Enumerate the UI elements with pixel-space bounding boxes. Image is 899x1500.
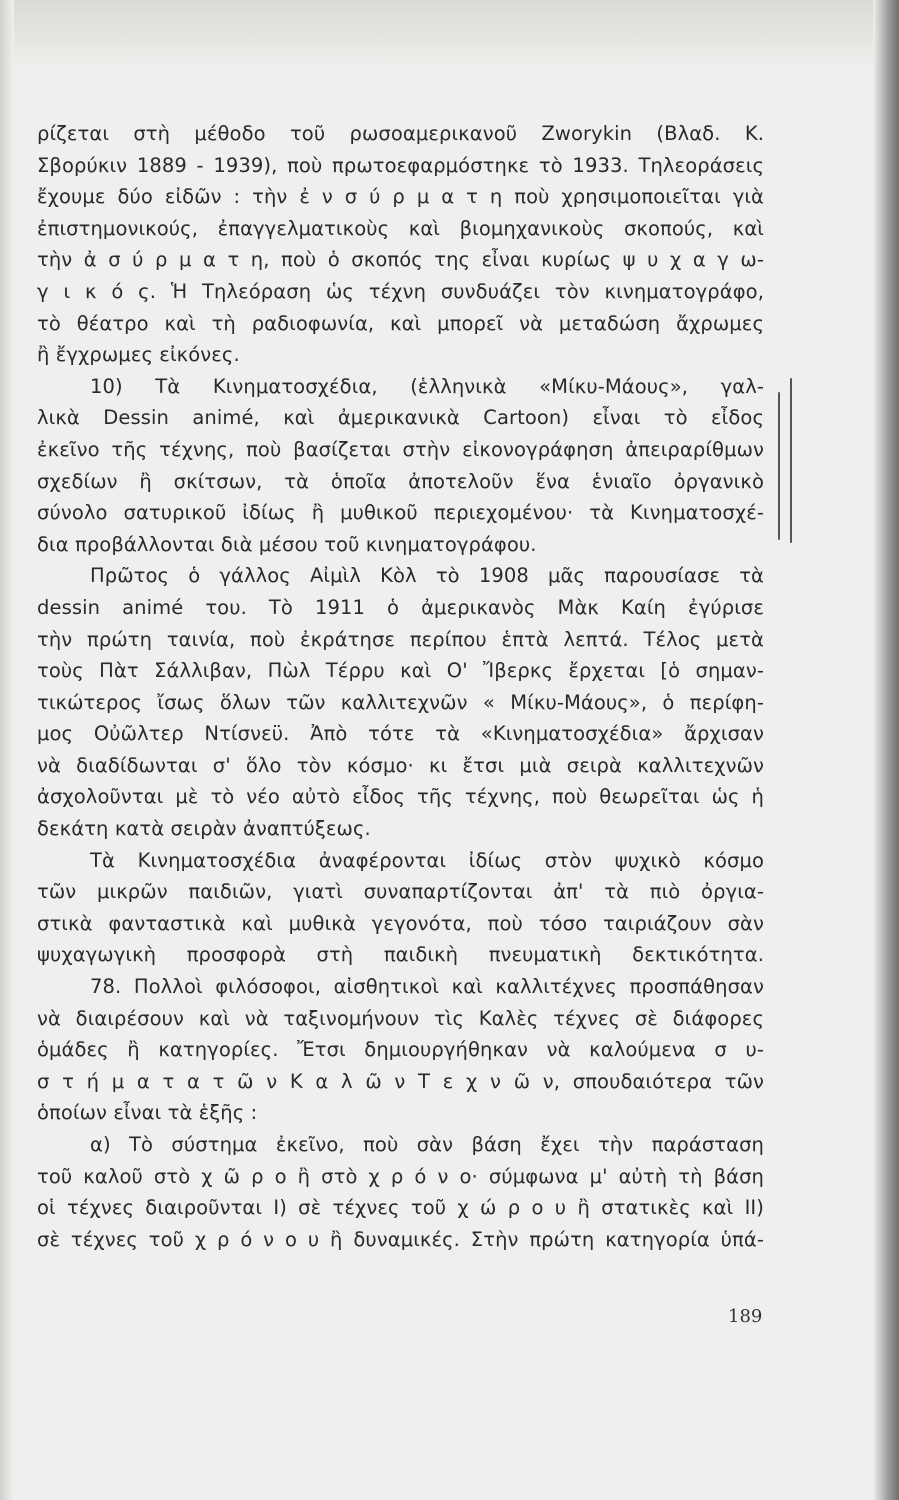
text-line: ἔχουμε δύο εἰδῶν : τὴν ἐ ν σ ύ ρ μ α τ η ποὺ χρησιμοποιεῖται γιὰ <box>37 185 764 209</box>
text-line: 10) Τὰ Κινηματοσχέδια, (ἑλληνικὰ «Μίκυ-Μάους», γαλ- <box>90 374 764 398</box>
text-line: σὲ τέχνες τοῦ χ ρ ό ν ο υ ἢ δυναμικές. Στὴν πρώτη κατηγορία ὑπά- <box>37 1227 764 1251</box>
text-line: τοὺς Πὰτ Σάλλιβαν, Πὼλ Τέρρυ καὶ Ο' Ἴβερκς ἔρχεται [ὁ σημαν- <box>37 659 764 683</box>
text-line: ὁμάδες ἢ κατηγορίες. Ἔτσι δημιουργήθηκαν νὰ καλούμενα σ υ- <box>37 1038 764 1062</box>
text-line: μος Οὐῶλτερ Ντίσνεϋ. Ἀπὸ τότε τὰ «Κινηματοσχέδια» ἄρχισαν <box>37 722 764 746</box>
text-line: γ ι κ ό ς. Ἡ Τηλεόραση ὡς τέχνη συνδυάζει τὸν κινηματογράφο, <box>37 279 764 303</box>
text-line: τὴν ἀ σ ύ ρ μ α τ η, ποὺ ὁ σκοπός της εἶναι κυρίως ψ υ χ α γ ω- <box>37 248 764 272</box>
page-body-text <box>37 118 764 1255</box>
text-line: τοῦ καλοῦ στὸ χ ῶ ρ ο ἢ στὸ χ ρ ό ν ο· σύμφωνα μ' αὐτὴ τὴ βάση <box>37 1164 764 1188</box>
text-line: δια προβάλλονται διὰ μέσου τοῦ κινηματογράφου. <box>37 532 537 556</box>
text-line: ἢ ἔγχρωμες εἰκόνες. <box>37 343 240 367</box>
text-line: α) Τὸ σύστημα ἐκεῖνο, ποὺ σὰν βάση ἔχει τὴν παράσταση <box>90 1133 764 1156</box>
text-line: Πρῶτος ὁ γάλλος Αἰμὶλ Κὸλ τὸ 1908 μᾶς παρουσίασε τὰ <box>90 564 764 588</box>
scan-shadow-right <box>873 0 899 1500</box>
text-line: οἱ τέχνες διαιροῦνται I) σὲ τέχνες τοῦ χ ώ ρ ο υ ἢ στατικὲς καὶ II) <box>37 1196 764 1220</box>
text-line: Τὰ Κινηματοσχέδια ἀναφέρονται ἰδίως στὸν ψυχικὸ κόσμο <box>90 848 764 872</box>
text-line: τὸ θέατρο καὶ τὴ ραδιοφωνία, καὶ μπορεῖ νὰ μεταδώση ἄχρωμες <box>37 311 764 335</box>
text-line: ρίζεται στὴ μέθοδο τοῦ ρωσοαμερικανοῦ Zworykin (Βλαδ. Κ. <box>37 122 764 145</box>
text-line: νὰ διαιρέσουν καὶ νὰ ταξινομήνουν τὶς Καλὲς τέχνες σὲ διάφορες <box>37 1006 764 1030</box>
text-line: τῶν μικρῶν παιδιῶν, γιατὶ συναπαρτίζονται ἀπ' τὰ πιὸ ὀργια- <box>37 880 764 904</box>
text-line: τὴν πρώτη ταινία, ποὺ ἐκράτησε περίπου ἑπτὰ λεπτά. Τέλος μετὰ <box>37 627 764 651</box>
text-line: σύνολο σατυρικοῦ ἰδίως ἢ μυθικοῦ περιεχομένου· τὰ Κινηματοσχέ- <box>37 501 764 525</box>
text-line: σ τ ή μ α τ α τ ῶ ν Κ α λ ῶ ν Τ ε χ ν ῶ ν, σπουδαιότερα τῶν <box>37 1069 764 1093</box>
margin-pencil-mark <box>778 392 780 540</box>
text-line: dessin animé του. Τὸ 1911 ὁ ἀμερικανὸς Μὰκ Καίη ἐγύρισε <box>37 595 764 619</box>
scan-shadow-top <box>0 0 899 70</box>
margin-pencil-mark <box>790 378 792 543</box>
text-line: σχεδίων ἢ σκίτσων, τὰ ὁποῖα ἀποτελοῦν ἕνα ἑνιαῖο ὀργανικὸ <box>37 469 764 493</box>
text-line: νὰ διαδίδωνται σ' ὅλο τὸν κόσμο· κι ἔτσι μιὰ σειρὰ καλλιτεχνῶν <box>37 753 764 777</box>
text-line: ψυχαγωγικὴ προσφορὰ στὴ παιδικὴ πνευματικὴ δεκτικότητα. <box>37 943 764 967</box>
page-number: 189 <box>728 1306 763 1327</box>
text-line: δεκάτη κατὰ σειρὰν ἀναπτύξεως. <box>37 817 371 841</box>
text-line: τικώτερος ἴσως ὅλων τῶν καλλιτεχνῶν « Μίκυ-Μάους», ὁ περίφη- <box>37 690 764 714</box>
scan-shadow-left <box>0 0 14 1500</box>
text-line: 78. Πολλοὶ φιλόσοφοι, αἰσθητικοὶ καὶ καλλιτέχνες προσπάθησαν <box>90 975 764 999</box>
text-line: στικὰ φανταστικὰ καὶ μυθικὰ γεγονότα, ποὺ τόσο ταιριάζουν σὰν <box>37 911 764 935</box>
text-line: λικὰ Dessin animé, καὶ ἀμερικανικὰ Cartoon) εἶναι τὸ εἶδος <box>37 406 764 430</box>
text-line: ὁποίων εἶναι τὰ ἑξῆς : <box>37 1101 258 1125</box>
text-line: Σβορύκιν 1889 - 1939), ποὺ πρωτοεφαρμόστηκε τὸ 1933. Τηλεοράσεις <box>37 153 764 177</box>
text-line: ἀσχολοῦνται μὲ τὸ νέο αὐτὸ εἶδος τῆς τέχνης, ποὺ θεωρεῖται ὡς ἡ <box>37 785 764 809</box>
text-line: ἐκεῖνο τῆς τέχνης, ποὺ βασίζεται στὴν εἰκονογράφηση ἀπειραρίθμων <box>37 437 764 461</box>
text-line: ἐπιστημονικούς, ἐπαγγελματικοὺς καὶ βιομηχανικοὺς σκοπούς, καὶ <box>37 216 764 240</box>
